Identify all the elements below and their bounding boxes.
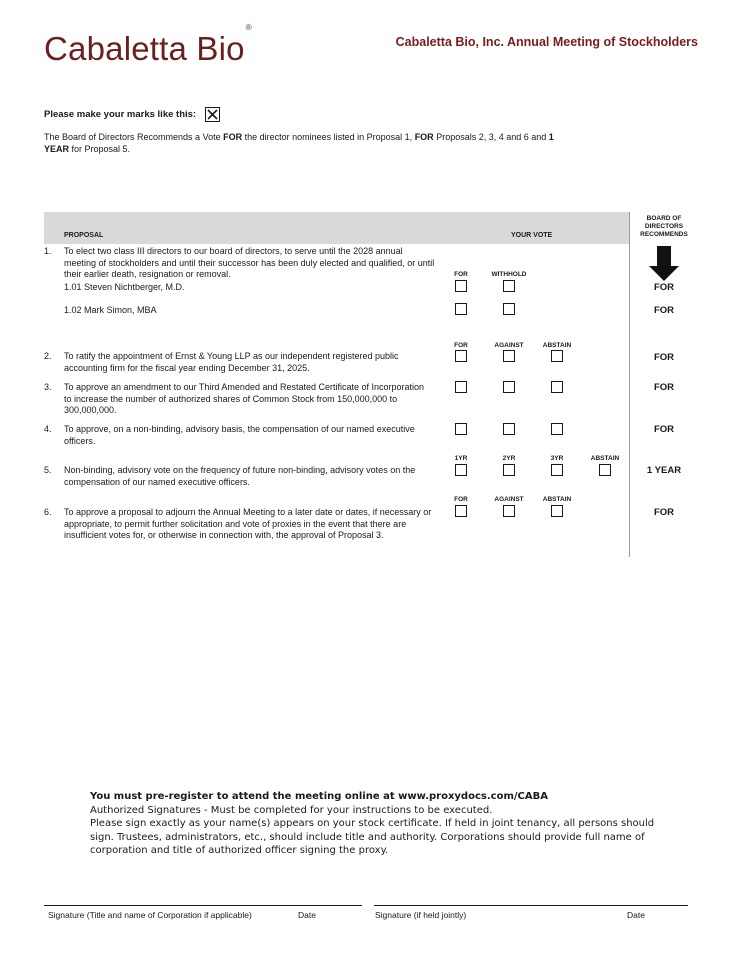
proposal-4-text: To approve, on a non-binding, advisory basis, the compensation of our named executive officers. [64,424,415,446]
proposal-2-text: To ratify the appointment of Ernst & Young LLP as our independent registered public accounting firm for the fiscal year ending December 31, 2025. [64,351,399,373]
p5-abstain-checkbox[interactable] [599,464,611,476]
nominee-2-name: 1.02 Mark Simon, MBA [64,305,157,315]
proposal-1-number: 1. [44,246,52,256]
p2-for-label: FOR [454,342,468,349]
signature-notice [90,790,670,858]
down-arrow-icon [648,246,680,282]
nominee-1-recommendation: FOR [653,282,675,293]
p5-1yr-checkbox[interactable] [455,464,467,476]
proposal-4-number: 4. [44,424,52,434]
proposal-6-number: 6. [44,507,52,517]
meeting-title: Cabaletta Bio, Inc. Annual Meeting of Stockholders [395,35,698,49]
nominee-1-for-checkbox[interactable] [455,280,467,292]
proposal-column-header: PROPOSAL [64,232,104,239]
p6-recommendation: FOR [653,507,675,518]
rec-year: 1 YEAR [44,132,554,154]
p4-for-checkbox[interactable] [455,423,467,435]
date-2-label: Date [627,910,645,920]
signature-2-label: Signature (if held jointly) [375,910,467,920]
nominee-1-name: 1.01 Steven Nichtberger, M.D. [64,282,185,292]
p6-for-checkbox[interactable] [455,505,467,517]
board-recommendation-text [44,131,564,155]
p4-against-checkbox[interactable] [503,423,515,435]
rec-text-2: the director nominees listed in Proposal 1, [242,132,415,142]
proposal-6-text: To approve a proposal to adjourn the Annual Meeting to a later date or dates, if necessary or appropriate, to permit further solicitation and vote of proxies in the event that there are insufficient votes for, or otherwise in connection with, the approval of Proposal 3. [64,507,432,540]
preregister-notice: You must pre-register to attend the meeting online at www.proxydocs.com/CABA [90,791,548,802]
registered-mark: ® [245,23,252,32]
nominee-1-withhold-checkbox[interactable] [503,280,515,292]
signature-1-label: Signature (Title and name of Corporation if applicable) [48,910,252,920]
authorized-signatures-line: Authorized Signatures - Must be completed for your instructions to be executed. [90,804,493,816]
p3-for-checkbox[interactable] [455,381,467,393]
p5-3yr-label: 3YR [550,455,564,462]
p5-2yr-label: 2YR [502,455,516,462]
p3-against-checkbox[interactable] [503,381,515,393]
p4-abstain-checkbox[interactable] [551,423,563,435]
logo-text: Cabaletta Bio [44,30,245,67]
p3-abstain-checkbox[interactable] [551,381,563,393]
proposal-3-number: 3. [44,382,52,392]
x-mark-icon [207,109,218,120]
table-header-bar [44,212,629,244]
rec-for-2: FOR [414,132,434,142]
p1-withhold-label: WITHHOLD [491,271,527,278]
rec-for-1: FOR [223,132,243,142]
p5-abstain-label: ABSTAIN [590,455,620,462]
proposal-3-text: To approve an amendment to our Third Amended and Restated Certificate of Incorporation to increase the number of authorized shares of Common Stock from 150,000,000 to 300,000,000. [64,382,425,415]
p3-recommendation: FOR [653,382,675,393]
proposal-5-text: Non-binding, advisory vote on the frequency of future non-binding, advisory votes on the compensation of our named executive officers. [64,465,416,487]
your-vote-column-header: YOUR VOTE [511,232,553,239]
p6-against-checkbox[interactable] [503,505,515,517]
p2-against-checkbox[interactable] [503,350,515,362]
proposal-5-number: 5. [44,465,52,475]
p6-abstain-label: ABSTAIN [542,496,572,503]
rec-text-3: Proposals 2, 3, 4 and 6 and [433,132,549,142]
p1-for-label: FOR [454,271,468,278]
company-logo [44,23,252,68]
p5-recommendation: 1 YEAR [646,465,682,476]
p6-against-label: AGAINST [494,496,524,503]
marks-instruction: Please make your marks like this: [44,109,197,120]
nominee-2-for-checkbox[interactable] [455,303,467,315]
p6-abstain-checkbox[interactable] [551,505,563,517]
proposal-1-text: To elect two class III directors to our board of directors, to serve until the 2028 annual meeting of stockholders and until their successor has been duly elected and qualified, or until their earlier death, resignation or removal. [64,246,435,279]
p2-recommendation: FOR [653,352,675,363]
rec-text-4: for Proposal 5. [69,144,131,154]
board-recommends-header: BOARD OF DIRECTORS RECOMMENDS [640,215,688,238]
signature-2-line[interactable] [374,905,688,906]
p5-2yr-checkbox[interactable] [503,464,515,476]
p6-for-label: FOR [454,496,468,503]
nominee-2-recommendation: FOR [653,305,675,316]
date-1-label: Date [298,910,316,920]
p2-for-checkbox[interactable] [455,350,467,362]
rec-text-1: The Board of Directors Recommends a Vote [44,132,224,142]
signing-instructions: Please sign exactly as your name(s) appears on your stock certificate. If held in joint tenancy, all persons should sign. Trustees, administrators, etc., should include title and authority. Corporations should provide full name of corporation and title of authorized officer signing the proxy. [90,818,655,856]
signature-1-line[interactable] [44,905,362,906]
nominee-2-withhold-checkbox[interactable] [503,303,515,315]
p5-1yr-label: 1YR [454,455,468,462]
p2-abstain-checkbox[interactable] [551,350,563,362]
p4-recommendation: FOR [653,424,675,435]
p2-against-label: AGAINST [494,342,524,349]
sample-marked-checkbox [205,107,220,122]
proposal-2-number: 2. [44,351,52,361]
p5-3yr-checkbox[interactable] [551,464,563,476]
p2-abstain-label: ABSTAIN [542,342,572,349]
